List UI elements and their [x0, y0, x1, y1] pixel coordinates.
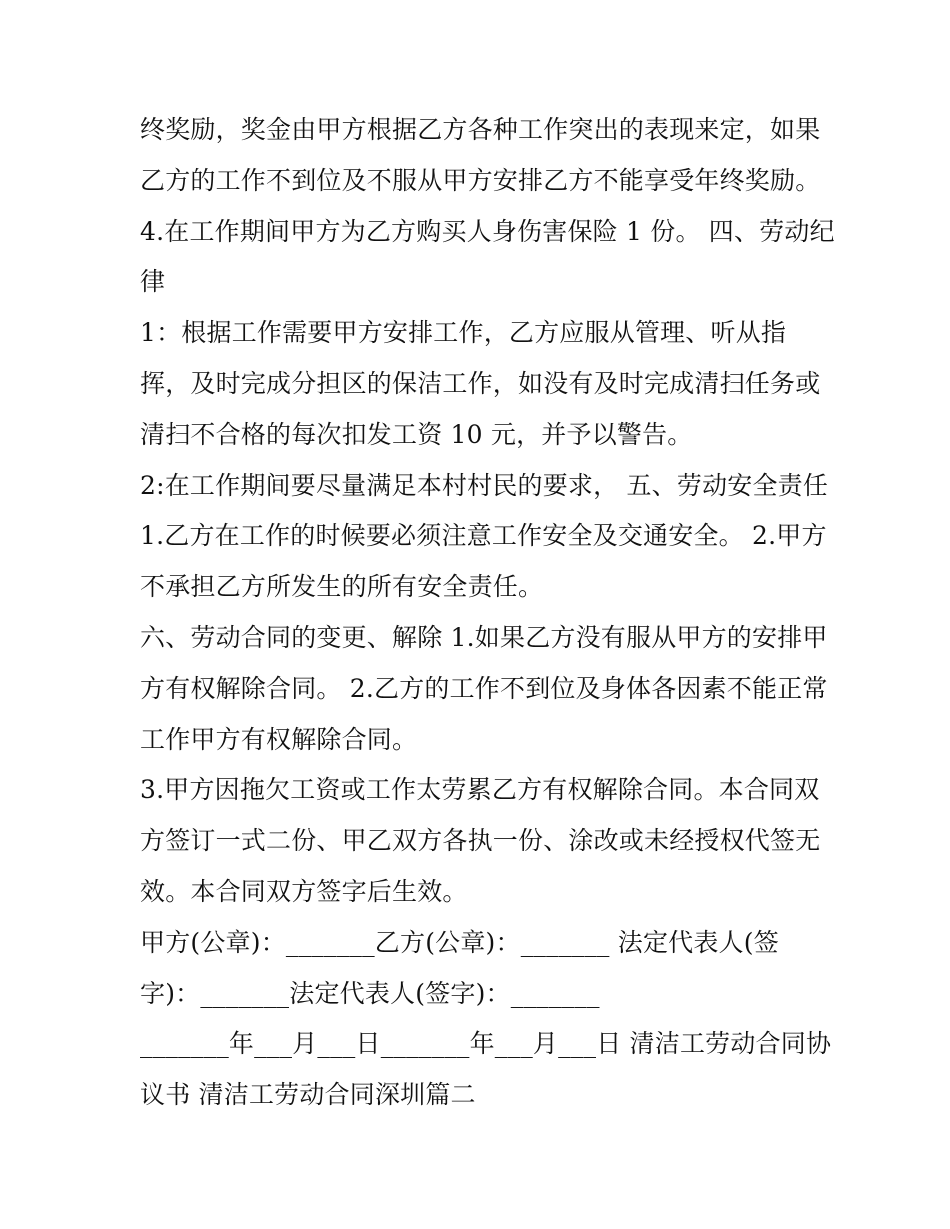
text-line: 终奖励，奖金由甲方根据乙方各种工作突出的表现来定，如果: [140, 115, 821, 144]
text-line: 方签订一式二份、甲乙双方各执一份、涂改或未经授权代签无: [140, 826, 821, 856]
text-line: 乙方的工作不到位及不服从甲方安排乙方不能享受年终奖励。: [140, 165, 821, 195]
text-line: 六、劳动合同的变更、解除 1.如果乙方没有服从甲方的安排甲: [140, 622, 828, 652]
text-line: 4.在工作期间甲方为乙方购买人身伤害保险 1 份。 四、劳动纪: [140, 216, 835, 246]
text-line: 1：根据工作需要甲方安排工作，乙方应服从管理、听从指: [140, 318, 787, 348]
text-line: 议书 清洁工劳动合同深圳篇二: [140, 1080, 476, 1110]
text-line: 方有权解除合同。 2.乙方的工作不到位及身体各因素不能正常: [140, 673, 828, 703]
date-line: _______年___月___日_______年___月___日 清洁工劳动合同协: [140, 1029, 832, 1059]
text-line: 律: [140, 267, 166, 297]
signature-line: 字)：_______法定代表人(签字)：_______: [140, 978, 600, 1008]
text-line: 挥，及时完成分担区的保洁工作，如没有及时完成清扫任务或: [140, 368, 821, 398]
text-line: 2:在工作期间要尽量满足本村村民的要求， 五、劳动安全责任: [140, 470, 829, 500]
text-line: 清扫不合格的每次扣发工资 10 元，并予以警告。: [140, 419, 693, 449]
text-line: 效。本合同双方签字后生效。: [140, 876, 468, 906]
contract-text-body: [140, 105, 835, 1121]
signature-line: 甲方(公章)：_______乙方(公章)：_______ 法定代表人(签: [140, 927, 779, 957]
text-line: 1.乙方在工作的时候要必须注意工作安全及交通安全。 2.甲方: [140, 521, 827, 551]
text-line: 不承担乙方所发生的所有安全责任。: [140, 572, 544, 602]
text-line: 工作甲方有权解除合同。: [140, 724, 418, 754]
text-line: 3.甲方因拖欠工资或工作太劳累乙方有权解除合同。本合同双: [140, 775, 820, 805]
